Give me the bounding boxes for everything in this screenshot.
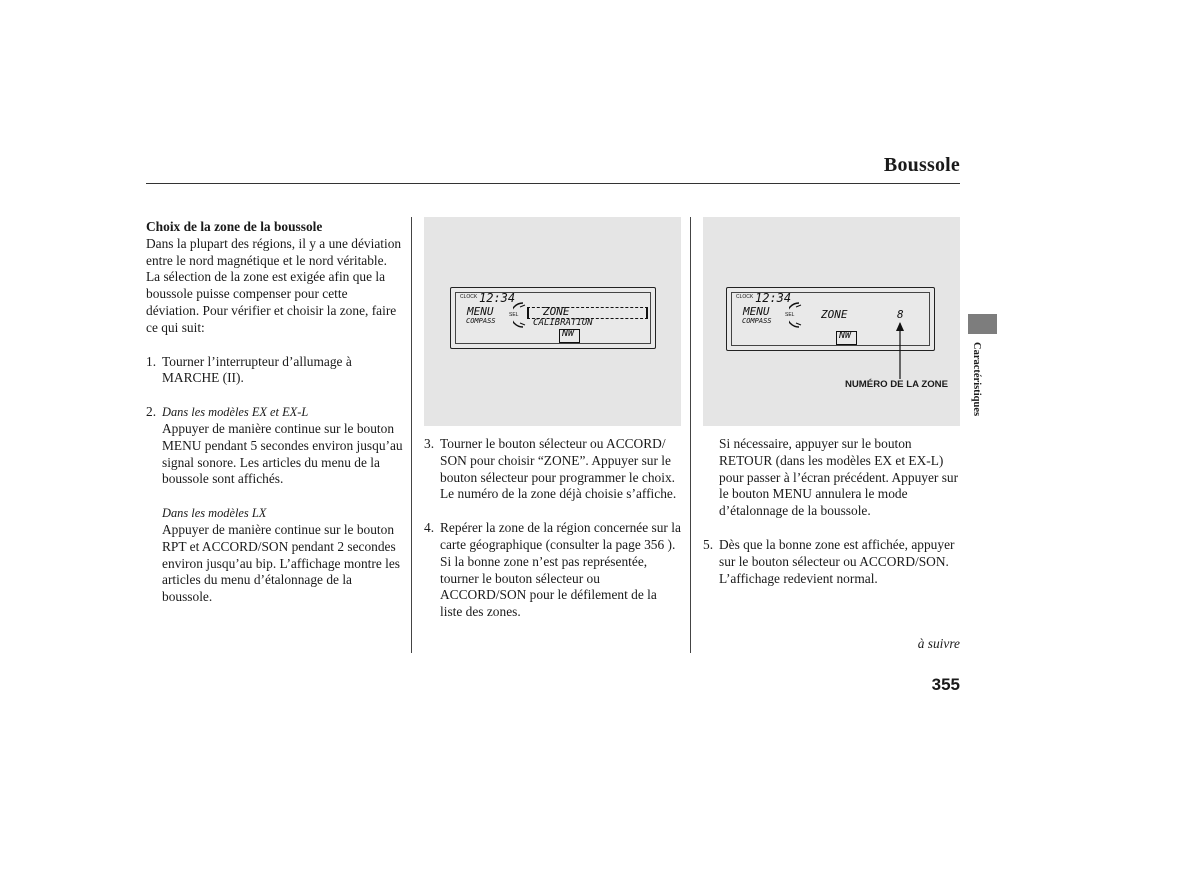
clock-time: 12:34 <box>755 291 792 305</box>
page-number: 355 <box>931 675 960 694</box>
compass-label: COMPASS <box>466 317 496 325</box>
step-1 <box>146 354 403 388</box>
step-2 <box>146 404 403 488</box>
display-illustration-zone-select <box>424 217 681 426</box>
continued-label: à suivre <box>917 636 960 651</box>
sel-label: SEL <box>785 312 795 318</box>
note-paragraph: Si nécessaire, appuyer sur le bouton RETOUR (dans les modèles EX et EX-L) pour passer à l’écran précédent. Appuyer sur le bouton MENU annulera le mode d’étalonnage de la boussole. <box>719 436 959 519</box>
step-4-text: Repérer la zone de la région concernée sur la carte géographique (consulter la page 356 ). Si la bonne zone n’est pas représentée, tourner le bouton sélecteur ou ACCORD/SON pour le défilement de la liste des zones. <box>440 520 681 620</box>
selector-knob-icon <box>789 301 803 329</box>
heading-box <box>559 329 580 343</box>
step-4 <box>424 520 682 621</box>
step-4-number: 4. <box>424 520 435 536</box>
intro-paragraph: Dans la plupart des régions, il y a une déviation entre le nord magnétique et le nord véritable. La sélection de la zone est exigée afin que la boussole puisse compenser pour cette déviation. Pour vérifier et choisir la zone, faire ce qui suit: <box>146 235 402 335</box>
step-3-text: Tourner le bouton sélecteur ou ACCORD/ SON pour choisir “ZONE”. Appuyer sur le bouton sélecteur pour programmer le choix. Le numéro de la zone déjà choisie s’affiche. <box>440 436 677 502</box>
lx-text: Appuyer de manière continue sur le bouton RPT et ACCORD/SON pendant 2 secondes environ jusqu’au bip. L’affichage montre les articles du menu d’étalonnage de la boussole. <box>162 521 400 605</box>
right-column <box>703 436 960 587</box>
section-tab-label <box>966 342 986 424</box>
callout-arrow-icon <box>895 321 905 381</box>
step-2-text: Appuyer de manière continue sur le bouton MENU pendant 5 secondes environ jusqu’au signal sonore. Les articles du menu de la boussole sont affichés. <box>162 420 403 487</box>
heading-box <box>836 331 857 345</box>
step-5-number: 5. <box>703 536 714 552</box>
menu-label: MENU <box>467 305 494 318</box>
selector-knob-icon <box>513 301 527 329</box>
lx-block <box>146 505 403 606</box>
compass-label: COMPASS <box>742 317 772 325</box>
zone-number-callout: NUMÉRO DE LA ZONE <box>844 379 948 390</box>
section-tab <box>968 314 997 334</box>
step-5 <box>703 537 960 587</box>
section-heading: Choix de la zone de la boussole <box>146 219 323 234</box>
calibration-label: CALIBRATION <box>533 318 593 328</box>
display-illustration-zone-number <box>703 217 960 426</box>
page-title: Boussole <box>883 154 960 176</box>
zone-label: ZONE <box>821 308 848 321</box>
clock-time: 12:34 <box>479 291 516 305</box>
heading-value: NW <box>839 330 852 341</box>
header-rule <box>146 183 960 184</box>
section-tab-text: Caractéristiques <box>971 342 982 417</box>
menu-label: MENU <box>743 305 770 318</box>
middle-column <box>424 436 682 621</box>
step-1-number: 1. <box>146 353 157 369</box>
lcd-display <box>450 287 656 349</box>
step-3 <box>424 436 682 503</box>
lx-model-label: Dans les modèles LX <box>162 506 267 521</box>
step-2-number: 2. <box>146 404 157 420</box>
column-divider-right <box>690 217 691 653</box>
sel-label: SEL <box>509 312 519 318</box>
heading-value: NW <box>562 328 575 339</box>
clock-label: CLOCK <box>736 294 754 300</box>
step-5-text: Dès que la bonne zone est affichée, appuyer sur le bouton sélecteur ou ACCORD/SON. L’affichage redevient normal. <box>719 536 955 586</box>
clock-label: CLOCK <box>460 294 478 300</box>
step-1-text: Tourner l’interrupteur d’allumage à MARCHE (II). <box>162 353 352 386</box>
zone-number-value: 8 <box>897 308 904 321</box>
step-2-model-label: Dans les modèles EX et EX-L <box>162 405 309 420</box>
zone-label: ZONE <box>543 305 570 318</box>
column-divider-left <box>411 217 412 653</box>
left-column <box>146 219 403 606</box>
step-3-number: 3. <box>424 436 435 451</box>
